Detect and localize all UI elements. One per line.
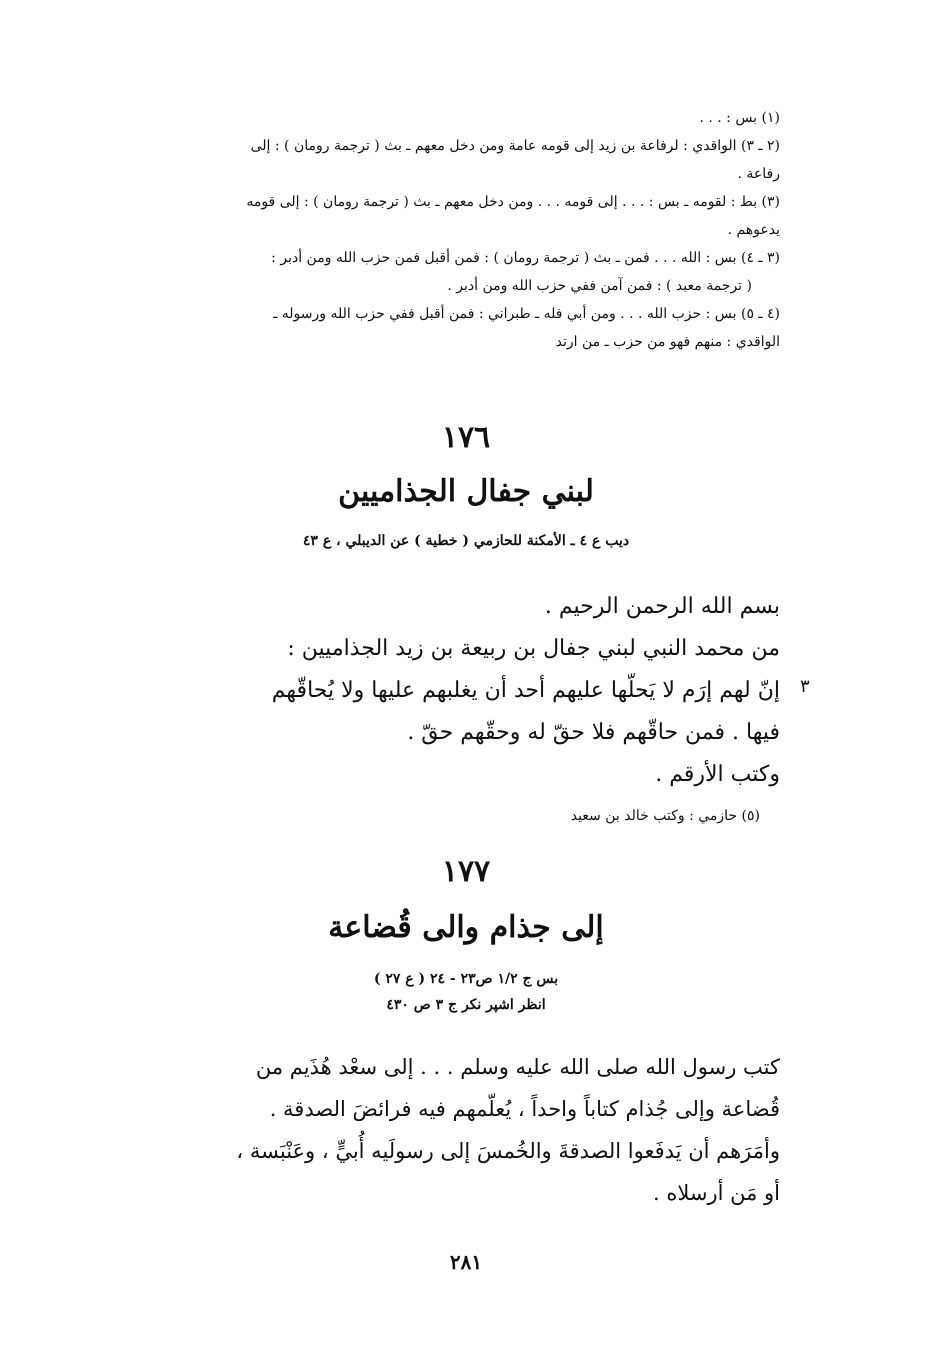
body-line: كتب رسول الله صلى الله عليه وسلم . . . إلى سعْد هُذَيم من xyxy=(255,1055,780,1079)
footnote-line: (٣ ـ ٤) بس : الله . . . فمن ـ بث ( ترجمة رومان ) : فمن أقبل فمن حزب الله ومن أدبر : xyxy=(271,250,780,266)
line-number-marker: ٣ xyxy=(800,676,810,697)
footnote-line: رفاعة . xyxy=(737,166,780,182)
letter-177-source-1: بس ج ١/٢ ص٢٣ - ٢٤ ( ع ٢٧ ) xyxy=(373,971,559,987)
body-line: من محمد النبي لبني جفال بن ربيعة بن زيد الجذاميين : xyxy=(287,636,780,661)
letter-177-title: إلى جذام والى قُضاعة xyxy=(328,910,604,945)
footnote-line: (٣) بط : لقومه ـ بس : . . . إلى قومه . . . ومن دخل معهم ـ بث ( ترجمة رومان ) : إلى قومه xyxy=(246,194,780,210)
footnote-line: (٢ ـ ٣) الواقدي : لرفاعة بن زيد إلى قومه عامة ومن دخل معهم ـ بث ( ترجمة رومان ) : إلى xyxy=(250,138,780,154)
footnote-line: يدعوهم . xyxy=(727,222,780,238)
letter-177-number: ١٧٧ xyxy=(441,854,491,889)
body-line: قُضاعة وإلى جُذام كتاباً واحداً ، يُعلّمهم فيه فرائضَ الصدقة . xyxy=(269,1097,780,1121)
letter-176-title: لبني جفال الجذاميين xyxy=(338,474,594,509)
footnote-line: الواقدي : منهم فهو من حزب ـ من ارتد xyxy=(555,334,780,350)
letter-176-source: ديب ع ٤ ـ الأمكنة للحازمي ( خطية ) عن الديبلي ، ع ٤٣ xyxy=(302,533,630,549)
body-line: أو مَن أرسلاه . xyxy=(652,1181,780,1205)
body-line: وكتب الأرقم . xyxy=(655,762,780,787)
footnote-line: (١) بس : . . . xyxy=(699,110,780,126)
top-footnotes xyxy=(140,104,780,356)
body-line: وأمَرَهم أن يَدفَعوا الصدقةَ والخُمسَ إلى رسولَيه أُبيٍّ ، وعَنْبَسة ، xyxy=(236,1139,780,1163)
footnote-line: ( ترجمة معبد ) : فمن آمن ففي حزب الله ومن أدبر . xyxy=(447,278,752,294)
body-line: إنّ لهم إرَم لا يَحلّها عليهم أحد أن يغلبهم عليها ولا يُحاقّهم xyxy=(271,678,780,703)
letter-177-body xyxy=(135,1046,780,1214)
page-number: ٢٨١ xyxy=(449,1250,483,1274)
footnote-line: (٤ ـ ٥) بس : حزب الله . . . ومن أبي فله ـ طبراني : فمن أقبل ففي حزب الله ورسوله ـ xyxy=(273,306,780,322)
letter-176-number: ١٧٦ xyxy=(441,420,491,455)
letter-176-body xyxy=(135,586,780,796)
body-line: بسم الله الرحمن الرحيم . xyxy=(544,594,780,619)
letter-177-source-2: انظر اشپر نكر ج ٣ ص ٤٣٠ xyxy=(386,997,546,1013)
letter-176-footnote: (٥) حازمي : وكتب خالد بن سعيد xyxy=(570,808,760,824)
body-line: فيها . فمن حاقّهم فلا حقّ له وحقّهم حقّ . xyxy=(407,720,780,745)
